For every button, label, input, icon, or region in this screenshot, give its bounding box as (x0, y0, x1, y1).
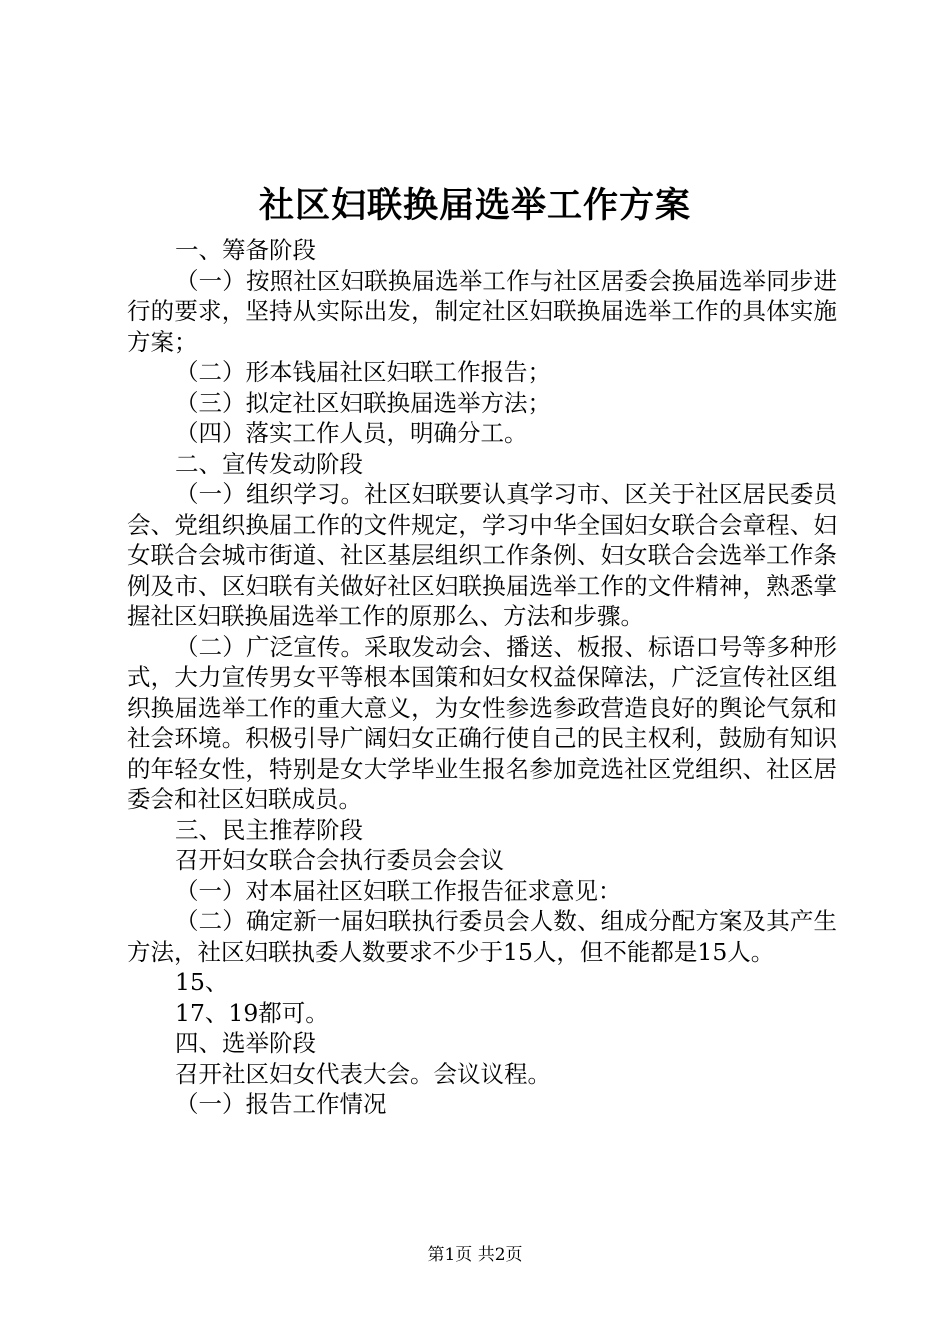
document-body (127, 235, 837, 1120)
page-footer: 第1页 共2页 (427, 1245, 523, 1265)
section-heading-election: 四、选举阶段 (175, 1029, 316, 1057)
paragraph-prep-1: （一）按照社区妇联换届选举工作与社区居委会换届选举同步进行的要求，坚持从实际出发，制定社区妇联换届选举工作的具体实施方案； (127, 266, 837, 356)
paragraph-recommend-1: （一）对本届社区妇联工作报告征求意见： (175, 876, 622, 905)
document-title: 社区妇联换届选举工作方案 (258, 185, 691, 226)
paragraph-congress: 召开社区妇女代表大会。会议议程。 (175, 1059, 551, 1088)
paragraph-prep-2: （二）形本钱届社区妇联工作报告； (175, 358, 551, 386)
paragraph-publicity-1: （一）组织学习。社区妇联要认真学习市、区关于社区居民委员会、党组织换届工作的文件规定，学习中华全国妇女联合会章程、妇女联合会城市街道、社区基层组织工作条例、妇女联合会选举工作条例及市、区妇联有关做好社区妇联换届选举工作的文件精神，熟悉掌握社区妇联换届选举工作的原那么、方法和步骤。 (127, 480, 837, 630)
section-heading-publicity: 二、宣传发动阶段 (175, 449, 363, 478)
section-heading-recommendation: 三、民主推荐阶段 (175, 815, 363, 844)
section-heading-preparation: 一、筹备阶段 (175, 236, 316, 264)
paragraph-number-17-19: 17、19都可。 (175, 998, 329, 1027)
paragraph-prep-3: （三）拟定社区妇联换届选举方法； (175, 388, 551, 417)
paragraph-meeting: 召开妇女联合会执行委员会会议 (175, 846, 504, 874)
paragraph-number-15: 15、 (175, 968, 229, 996)
paragraph-publicity-2: （二）广泛宣传。采取发动会、播送、板报、标语口号等多种形式，大力宣传男女平等根本国策和妇女权益保障法，广泛宣传社区组织换届选举工作的重大意义，为女性参选参政营造良好的舆论气氛和社会环境。积极引导广阔妇女正确行使自己的民主权利，鼓励有知识的年轻女性，特别是女大学毕业生报名参加竞选社区党组织、社区居委会和社区妇联成员。 (127, 632, 837, 813)
paragraph-recommend-2: （二）确定新一届妇联执行委员会人数、组成分配方案及其产生方法，社区妇联执委人数要求不少于15人，但不能都是15人。 (127, 907, 837, 966)
paragraph-prep-4: （四）落实工作人员，明确分工。 (175, 419, 528, 447)
paragraph-election-1: （一）报告工作情况 (175, 1090, 387, 1118)
